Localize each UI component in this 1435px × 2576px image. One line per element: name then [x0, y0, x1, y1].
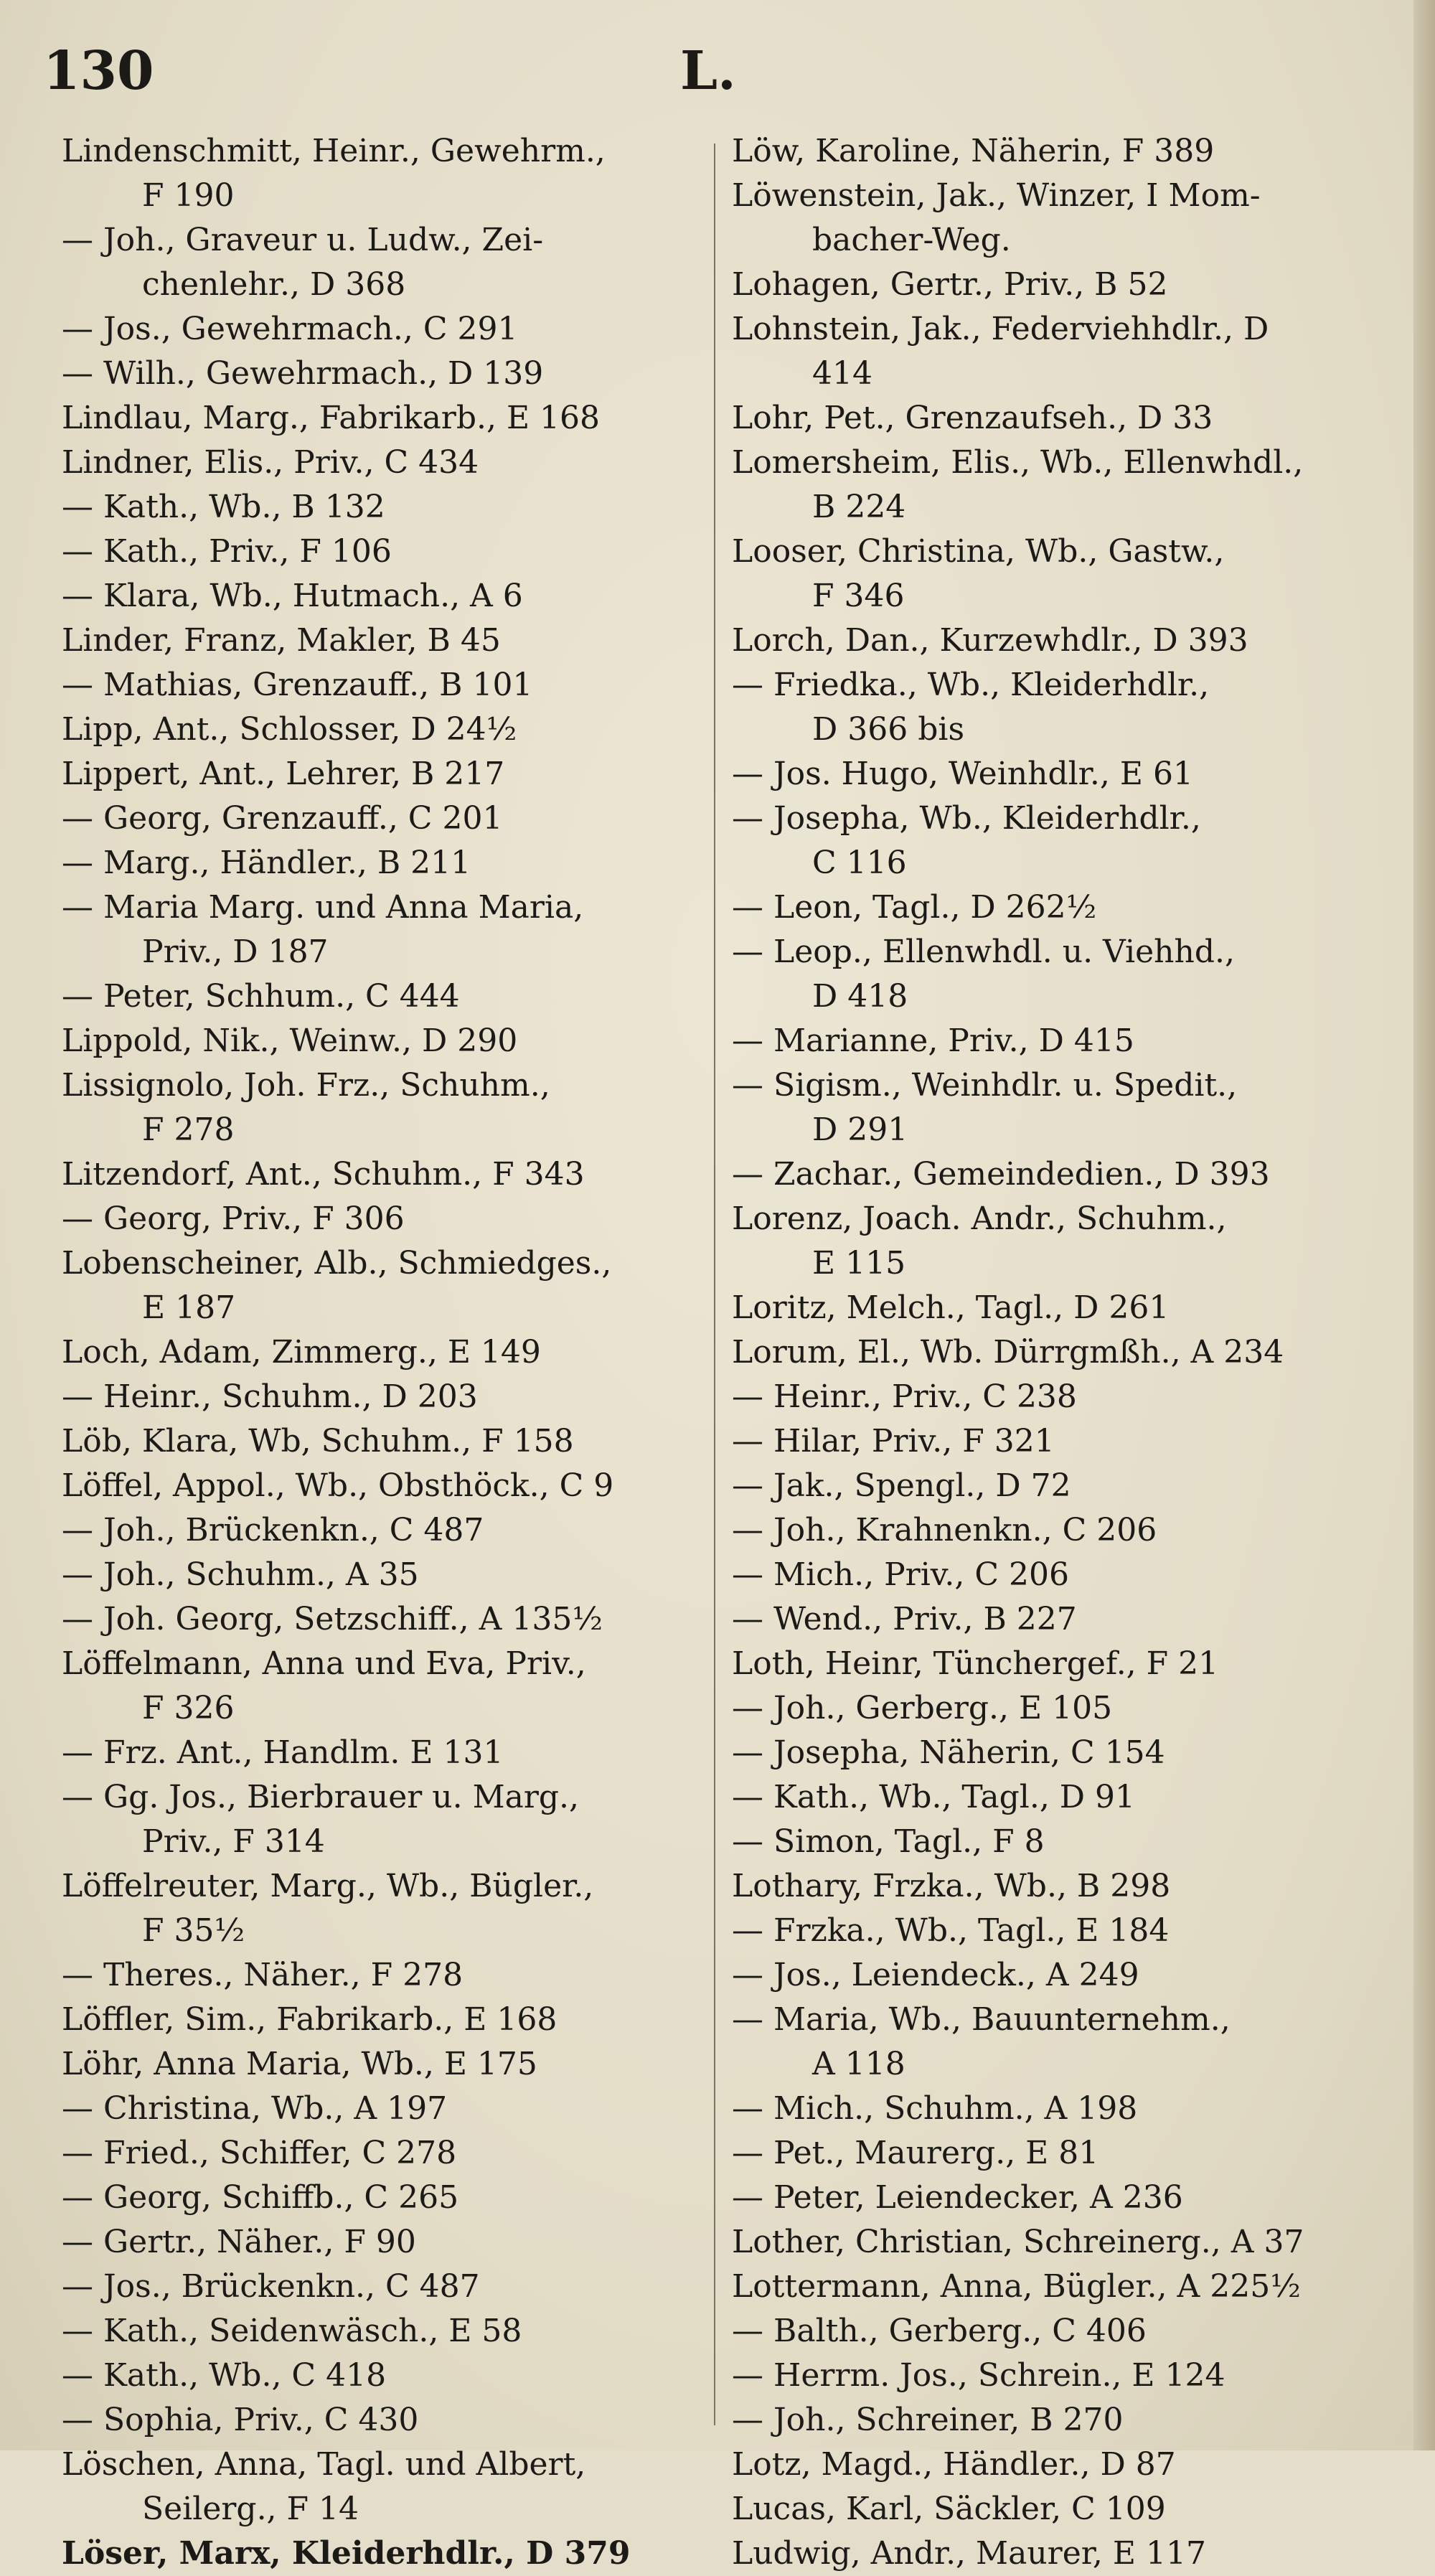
directory-entry-line: Litzendorf, Ant., Schuhm., F 343 — [62, 1156, 585, 1193]
directory-entry-line: — Kath., Wb., B 132 — [62, 485, 707, 530]
directory-entry-line: chenlehr., D 368 — [142, 266, 406, 303]
directory-entry-line: — Leop., Ellenwhdl. u. Viehhd., — [732, 930, 1396, 974]
left-column — [62, 129, 707, 2576]
directory-entry-line: — Frzka., Wb., Tagl., E 184 — [732, 1909, 1396, 1953]
directory-entry-line: Lucas, Karl, Säckler, C 109 — [732, 2491, 1166, 2527]
directory-entry-line: — Joh., Brückenkn., C 487 — [62, 1508, 707, 1553]
directory-entry-line: Lohnstein, Jak., Federviehhdlr., D — [732, 311, 1269, 347]
directory-entry-line: D 291 — [812, 1111, 908, 1148]
directory-entry-line: — Kath., Wb., C 418 — [62, 2354, 707, 2398]
directory-entry-line: Löffel, Appol., Wb., Obsthöck., C 9 — [62, 1467, 614, 1504]
directory-entry-line: Looser, Christina, Wb., Gastw., — [732, 533, 1225, 570]
directory-entry-line: Löwenstein, Jak., Winzer, I Mom- — [732, 177, 1261, 214]
directory-entry-line: — Marianne, Priv., D 415 — [732, 1019, 1396, 1063]
directory-entry-line: — Maria Marg. und Anna Maria, — [62, 885, 707, 930]
directory-entry-line: — Kath., Wb., Tagl., D 91 — [732, 1775, 1396, 1820]
directory-entry-line: Lomersheim, Elis., Wb., Ellenwhdl., — [732, 444, 1304, 481]
directory-entry-line: Lindlau, Marg., Fabrikarb., E 168 — [62, 400, 601, 436]
directory-entry-line: — Kath., Priv., F 106 — [62, 530, 707, 574]
directory-entry-line: — Heinr., Schuhm., D 203 — [62, 1375, 707, 1419]
directory-entry-line: — Gg. Jos., Bierbrauer u. Marg., — [62, 1775, 707, 1820]
directory-entry-line: Ludwig, Andr., Maurer, E 117 — [732, 2535, 1206, 2572]
directory-entry-line: — Joh., Krahnenkn., C 206 — [732, 1508, 1396, 1553]
directory-entry-line: Löser, Marx, Kleiderhdlr., D 379 — [62, 2535, 631, 2572]
directory-entry-line: — Simon, Tagl., F 8 — [732, 1820, 1396, 1864]
directory-entry-line: Priv., D 187 — [142, 934, 329, 970]
directory-entry-line: Löffelmann, Anna und Eva, Priv., — [62, 1645, 586, 1682]
directory-entry-line: A 118 — [812, 2046, 905, 2082]
running-head: L. — [680, 40, 736, 102]
directory-entry-line: D 418 — [812, 978, 908, 1015]
directory-entry-line: — Herrm. Jos., Schrein., E 124 — [732, 2354, 1396, 2398]
directory-entry-line: — Wend., Priv., B 227 — [732, 1597, 1396, 1642]
directory-entry-line: — Christina, Wb., A 197 — [62, 2087, 707, 2131]
directory-entry-line: — Zachar., Gemeindedien., D 393 — [732, 1152, 1396, 1197]
directory-entry-line: — Heinr., Priv., C 238 — [732, 1375, 1396, 1419]
directory-entry-line: Lippold, Nik., Weinw., D 290 — [62, 1023, 518, 1059]
directory-entry-line: — Joh., Graveur u. Ludw., Zei- — [62, 218, 707, 263]
directory-entry-line: B 224 — [812, 489, 906, 525]
directory-entry-line: — Fried., Schiffer, C 278 — [62, 2131, 707, 2176]
directory-entry-line: Lotz, Magd., Händler., D 87 — [732, 2446, 1176, 2483]
directory-entry-line: Löschen, Anna, Tagl. und Albert, — [62, 2446, 586, 2483]
page-gutter — [1413, 0, 1435, 2450]
directory-entry-line: Lissignolo, Joh. Frz., Schuhm., — [62, 1067, 550, 1104]
directory-entry-line: Lother, Christian, Schreinerg., A 37 — [732, 2224, 1304, 2260]
directory-entry-line: Lindner, Elis., Priv., C 434 — [62, 444, 479, 481]
directory-entry-line: F 326 — [142, 1690, 235, 1726]
directory-entry-line: bacher-Weg. — [812, 222, 1011, 258]
directory-entry-line: Lindenschmitt, Heinr., Gewehrm., — [62, 133, 606, 169]
directory-entry-line: Löffelreuter, Marg., Wb., Bügler., — [62, 1868, 594, 1904]
directory-entry-line: Löb, Klara, Wb, Schuhm., F 158 — [62, 1423, 574, 1459]
directory-entry-line: — Joh. Georg, Setzschiff., A 135½ — [62, 1597, 707, 1642]
directory-entry-line: Lottermann, Anna, Bügler., A 225½ — [732, 2268, 1301, 2305]
directory-entry-line: Lorenz, Joach. Andr., Schuhm., — [732, 1200, 1227, 1237]
directory-entry-line: — Josepha, Näherin, C 154 — [732, 1731, 1396, 1775]
directory-entry-line: — Mathias, Grenzauff., B 101 — [62, 663, 707, 708]
directory-entry-line: Loritz, Melch., Tagl., D 261 — [732, 1289, 1170, 1326]
directory-entry-line: Lohr, Pet., Grenzaufseh., D 33 — [732, 400, 1213, 436]
directory-entry-line: — Kath., Seidenwäsch., E 58 — [62, 2309, 707, 2354]
directory-entry-line: — Sophia, Priv., C 430 — [62, 2398, 707, 2443]
directory-entry-line: Priv., F 314 — [142, 1823, 325, 1860]
directory-entry-line: — Klara, Wb., Hutmach., A 6 — [62, 574, 707, 619]
directory-entry-line: 414 — [812, 355, 872, 392]
directory-entry-line: Lorum, El., Wb. Dürrgmßh., A 234 — [732, 1334, 1284, 1371]
directory-entry-line: Seilerg., F 14 — [142, 2491, 359, 2527]
directory-entry-line: — Friedka., Wb., Kleiderhdlr., — [732, 663, 1396, 708]
directory-entry-line: — Hilar, Priv., F 321 — [732, 1419, 1396, 1464]
directory-entry-line: Lippert, Ant., Lehrer, B 217 — [62, 756, 505, 792]
directory-entry-line: — Josepha, Wb., Kleiderhdlr., — [732, 796, 1396, 841]
directory-entry-line: — Gertr., Näher., F 90 — [62, 2220, 707, 2265]
directory-entry-line: — Georg, Priv., F 306 — [62, 1197, 707, 1241]
directory-entry-line: — Jak., Spengl., D 72 — [732, 1464, 1396, 1508]
directory-entry-line: F 278 — [142, 1111, 235, 1148]
right-column — [732, 129, 1396, 2576]
directory-entry-line: — Joh., Schreiner, B 270 — [732, 2398, 1396, 2443]
directory-entry-line: — Peter, Schhum., C 444 — [62, 974, 707, 1019]
directory-entry-line: — Theres., Näher., F 278 — [62, 1953, 707, 1998]
directory-entry-line: F 35½ — [142, 1912, 245, 1949]
directory-entry-line: Löw, Karoline, Näherin, F 389 — [732, 133, 1215, 169]
directory-entry-line: — Marg., Händler., B 211 — [62, 841, 707, 885]
directory-entry-line: F 190 — [142, 177, 235, 214]
directory-entry-line: — Georg, Schiffb., C 265 — [62, 2176, 707, 2220]
directory-entry-line: — Joh., Gerberg., E 105 — [732, 1686, 1396, 1731]
directory-entry-line: — Jos., Gewehrmach., C 291 — [62, 307, 707, 352]
directory-entry-line: — Frz. Ant., Handlm. E 131 — [62, 1731, 707, 1775]
directory-entry-line: E 115 — [812, 1245, 906, 1282]
directory-entry-line: Löhr, Anna Maria, Wb., E 175 — [62, 2046, 537, 2082]
directory-entry-line: Lipp, Ant., Schlosser, D 24½ — [62, 711, 517, 748]
directory-entry-line: — Jos., Leiendeck., A 249 — [732, 1953, 1396, 1998]
page-number: 130 — [43, 40, 154, 102]
directory-entry-line: Linder, Franz, Makler, B 45 — [62, 622, 501, 659]
directory-entry-line: Loch, Adam, Zimmerg., E 149 — [62, 1334, 541, 1371]
directory-entry-line: F 346 — [812, 578, 905, 614]
directory-entry-line: D 366 bis — [812, 711, 965, 748]
directory-entry-line: Loth, Heinr, Tünchergef., F 21 — [732, 1645, 1219, 1682]
directory-entry-line: C 116 — [812, 845, 907, 881]
directory-entry-line: — Leon, Tagl., D 262½ — [732, 885, 1396, 930]
directory-entry-line: Löffler, Sim., Fabrikarb., E 168 — [62, 2001, 557, 2038]
directory-entry-line: — Pet., Maurerg., E 81 — [732, 2131, 1396, 2176]
directory-entry-line: — Peter, Leiendecker, A 236 — [732, 2176, 1396, 2220]
directory-entry-line: E 187 — [142, 1289, 236, 1326]
directory-entry-line: — Mich., Priv., C 206 — [732, 1553, 1396, 1597]
directory-entry-line: Lothary, Frzka., Wb., B 298 — [732, 1868, 1171, 1904]
directory-entry-line: — Georg, Grenzauff., C 201 — [62, 796, 707, 841]
directory-entry-line: — Maria, Wb., Bauunternehm., — [732, 1998, 1396, 2042]
directory-entry-line: — Jos. Hugo, Weinhdlr., E 61 — [732, 752, 1396, 796]
directory-entry-line: — Jos., Brückenkn., C 487 — [62, 2265, 707, 2309]
directory-entry-line: Lobenscheiner, Alb., Schmiedges., — [62, 1245, 612, 1282]
directory-entry-line: — Sigism., Weinhdlr. u. Spedit., — [732, 1063, 1396, 1108]
directory-entry-line: — Balth., Gerberg., C 406 — [732, 2309, 1396, 2354]
directory-entry-line: — Wilh., Gewehrmach., D 139 — [62, 352, 707, 396]
directory-entry-line: — Mich., Schuhm., A 198 — [732, 2087, 1396, 2131]
column-divider — [714, 144, 715, 2425]
directory-entry-line: — Joh., Schuhm., A 35 — [62, 1553, 707, 1597]
directory-entry-line: Lohagen, Gertr., Priv., B 52 — [732, 266, 1168, 303]
directory-entry-line: Lorch, Dan., Kurzewhdlr., D 393 — [732, 622, 1248, 659]
